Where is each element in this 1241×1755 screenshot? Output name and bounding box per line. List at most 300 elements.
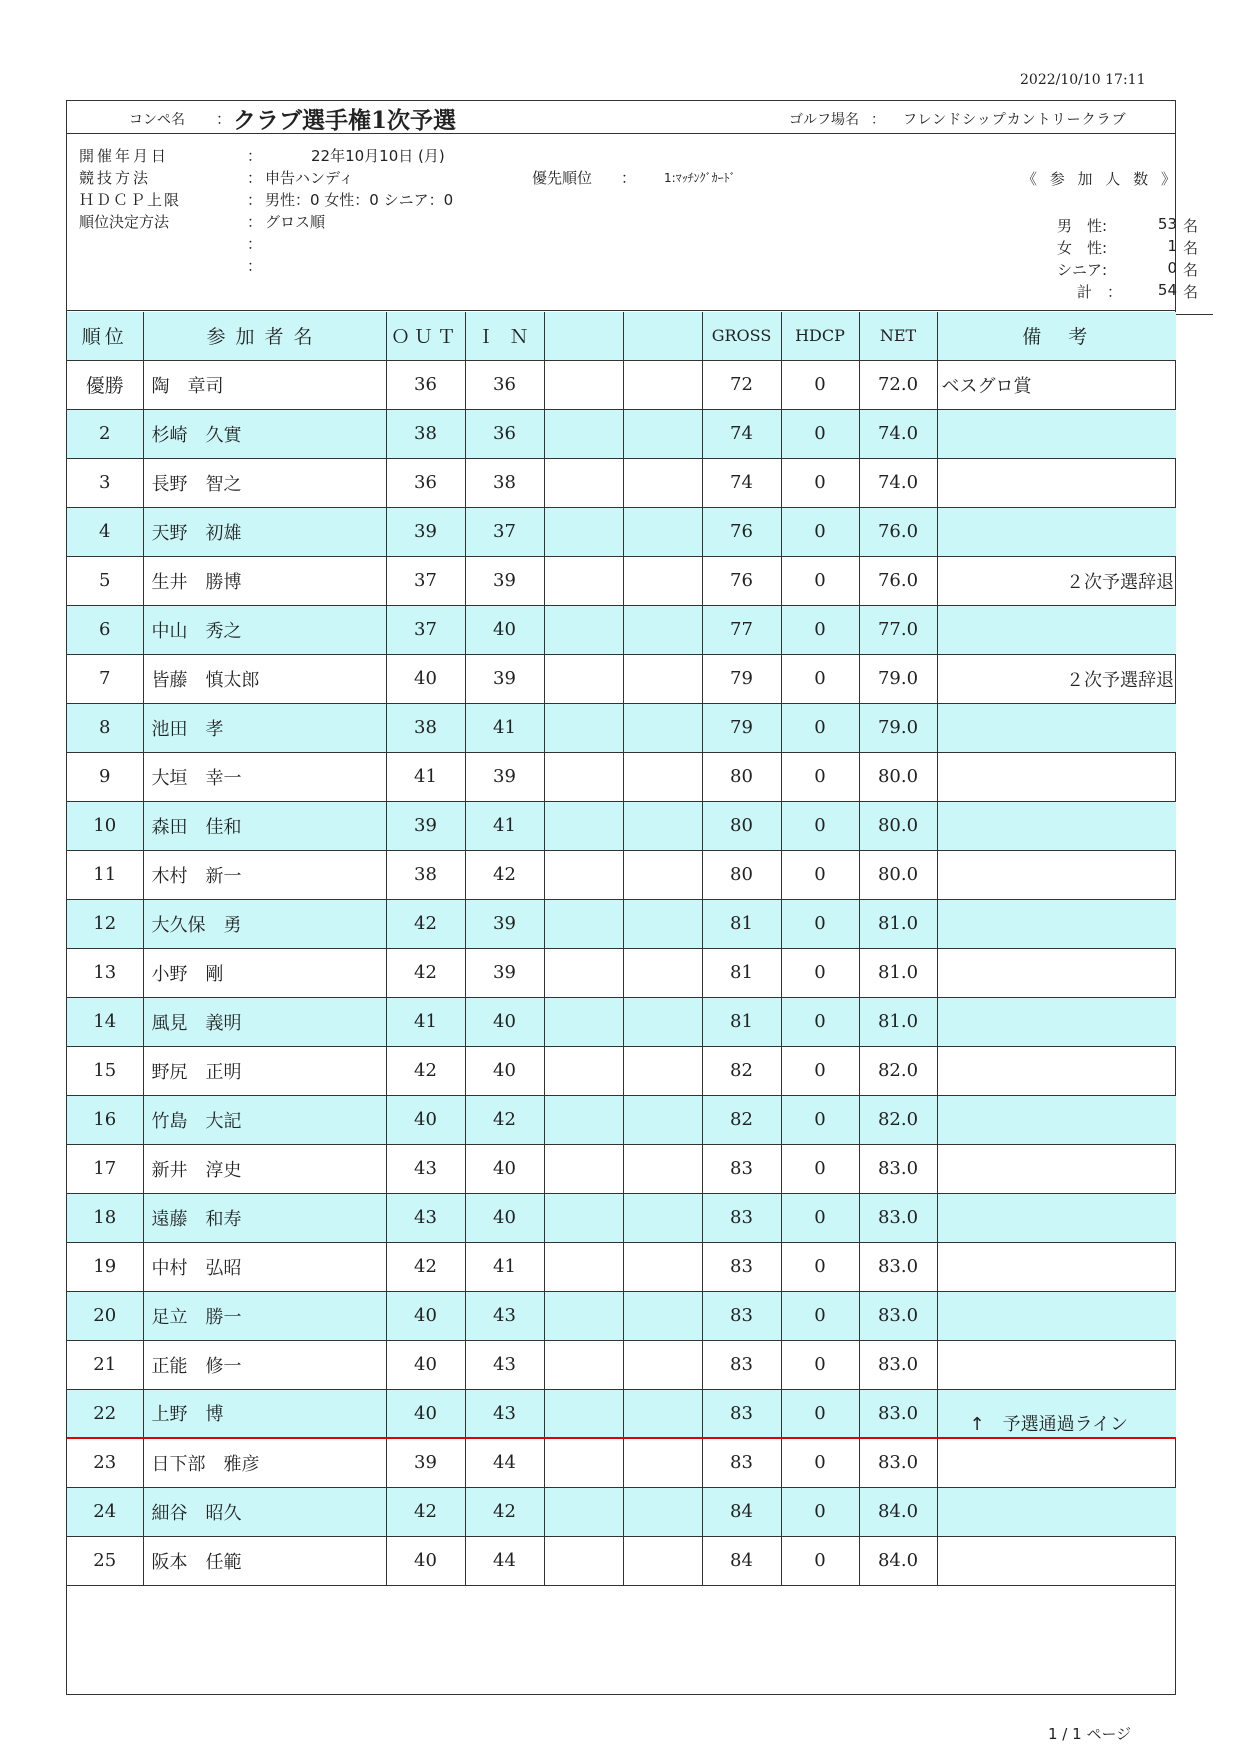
cell-out: 39 xyxy=(386,801,465,850)
cell-name: 上野 博 xyxy=(143,1389,386,1438)
table-row xyxy=(67,1046,1176,1095)
cell-net: 82.0 xyxy=(859,1046,937,1095)
cell-rank: 14 xyxy=(67,997,143,1046)
cell-in: 39 xyxy=(465,899,544,948)
cell-rank: 4 xyxy=(67,507,143,556)
cell-in: 39 xyxy=(465,556,544,605)
cell-hdcp: 0 xyxy=(781,360,859,409)
golf-course-colon: ： xyxy=(871,112,885,128)
cell-blank-2 xyxy=(623,899,702,948)
cell-blank-2 xyxy=(623,997,702,1046)
cell-name: 生井 勝博 xyxy=(143,556,386,605)
cell-in: 42 xyxy=(465,1487,544,1536)
table-row xyxy=(67,360,1176,409)
compe-name-colon: ： xyxy=(216,110,232,128)
total-label: 計 ： xyxy=(1077,283,1123,301)
cell-net: 83.0 xyxy=(859,1438,937,1487)
cell-out: 40 xyxy=(386,654,465,703)
cell-note: ２次予選辞退 xyxy=(937,556,1176,605)
cell-net: 81.0 xyxy=(859,899,937,948)
cell-gross: 82 xyxy=(702,1046,781,1095)
cell-in: 37 xyxy=(465,507,544,556)
info-row-method xyxy=(79,167,799,189)
cell-blank-2 xyxy=(623,1193,702,1242)
blank-colon-2: ： xyxy=(247,257,263,275)
col-header-out: ＯＵＴ xyxy=(386,312,465,360)
cell-note xyxy=(937,1193,1176,1242)
cell-out: 36 xyxy=(386,360,465,409)
cell-net: 81.0 xyxy=(859,948,937,997)
table-row xyxy=(67,556,1176,605)
cell-rank: 優勝 xyxy=(67,360,143,409)
cell-hdcp: 0 xyxy=(781,752,859,801)
cell-hdcp: 0 xyxy=(781,409,859,458)
cell-in: 40 xyxy=(465,1144,544,1193)
cell-out: 38 xyxy=(386,409,465,458)
cell-in: 40 xyxy=(465,1193,544,1242)
col-header-name: 参加者名 xyxy=(143,312,386,360)
cell-net: 79.0 xyxy=(859,654,937,703)
cell-name: 竹島 大記 xyxy=(143,1095,386,1144)
cell-net: 79.0 xyxy=(859,703,937,752)
cell-net: 80.0 xyxy=(859,801,937,850)
cell-gross: 81 xyxy=(702,997,781,1046)
cell-hdcp: 0 xyxy=(781,899,859,948)
cell-note xyxy=(937,409,1176,458)
cell-note: ベスグロ賞 xyxy=(937,360,1176,409)
cell-net: 76.0 xyxy=(859,556,937,605)
hdcp-limit-value: 男性：0 女性：0 シニア：0 xyxy=(265,191,454,209)
cell-out: 37 xyxy=(386,605,465,654)
cell-hdcp: 0 xyxy=(781,948,859,997)
cell-gross: 72 xyxy=(702,360,781,409)
cell-blank-2 xyxy=(623,850,702,899)
cell-blank-2 xyxy=(623,360,702,409)
female-label: 女 性: xyxy=(1057,239,1108,257)
cell-rank: 16 xyxy=(67,1095,143,1144)
cell-name: 皆藤 慎太郎 xyxy=(143,654,386,703)
cell-hdcp: 0 xyxy=(781,850,859,899)
participant-count-title: 《 参 加 人 数 》 xyxy=(1022,170,1180,188)
cell-note xyxy=(937,1291,1176,1340)
cell-note xyxy=(937,801,1176,850)
table-header-row xyxy=(67,312,1176,360)
cell-rank: 10 xyxy=(67,801,143,850)
info-row-blank-2 xyxy=(79,255,799,277)
cell-note xyxy=(937,1536,1176,1585)
table-row xyxy=(67,1144,1176,1193)
method-label: 競技方法 xyxy=(79,169,152,187)
hdcp-limit-label: ＨＤＣＰ上限 xyxy=(79,191,182,209)
title-bar xyxy=(67,101,1175,134)
table-row xyxy=(67,948,1176,997)
cell-gross: 83 xyxy=(702,1242,781,1291)
table-row xyxy=(67,1438,1176,1487)
table-row xyxy=(67,997,1176,1046)
cell-rank: 22 xyxy=(67,1389,143,1438)
cell-blank-1 xyxy=(544,1487,623,1536)
cell-blank-2 xyxy=(623,654,702,703)
order-colon: ： xyxy=(247,213,263,231)
cell-hdcp: 0 xyxy=(781,458,859,507)
senior-unit: 名 xyxy=(1183,261,1199,279)
col-header-blank-1 xyxy=(544,312,623,360)
cell-gross: 82 xyxy=(702,1095,781,1144)
cell-out: 41 xyxy=(386,752,465,801)
cell-gross: 76 xyxy=(702,556,781,605)
cell-name: 中山 秀之 xyxy=(143,605,386,654)
cell-rank: 11 xyxy=(67,850,143,899)
cell-out: 40 xyxy=(386,1340,465,1389)
cell-in: 42 xyxy=(465,850,544,899)
cell-name: 足立 勝一 xyxy=(143,1291,386,1340)
cell-net: 81.0 xyxy=(859,997,937,1046)
cell-hdcp: 0 xyxy=(781,1242,859,1291)
cell-gross: 76 xyxy=(702,507,781,556)
date-colon: ： xyxy=(247,147,263,165)
order-method-value: グロス順 xyxy=(265,213,326,231)
cell-blank-2 xyxy=(623,1340,702,1389)
cell-in: 42 xyxy=(465,1095,544,1144)
cell-blank-1 xyxy=(544,507,623,556)
cell-hdcp: 0 xyxy=(781,801,859,850)
info-row-date xyxy=(79,145,799,167)
cell-note xyxy=(937,1242,1176,1291)
cell-out: 40 xyxy=(386,1389,465,1438)
cell-in: 39 xyxy=(465,654,544,703)
cell-out: 38 xyxy=(386,703,465,752)
cell-name: 陶 章司 xyxy=(143,360,386,409)
cell-name: 長野 智之 xyxy=(143,458,386,507)
cell-blank-2 xyxy=(623,801,702,850)
cell-name: 野尻 正明 xyxy=(143,1046,386,1095)
golf-course-name: フレンドシップカントリークラブ xyxy=(903,112,1127,128)
date-value: 22年10月10日 (月) xyxy=(311,147,445,165)
priority-value: 1:ﾏｯﾁﾝｸﾞｶｰﾄﾞ xyxy=(664,171,736,185)
col-header-rank: 順位 xyxy=(67,312,143,360)
blank-colon-1: ： xyxy=(247,235,263,253)
results-sheet xyxy=(66,100,1199,1695)
cell-gross: 83 xyxy=(702,1438,781,1487)
cell-hdcp: 0 xyxy=(781,1487,859,1536)
cell-blank-1 xyxy=(544,703,623,752)
cell-blank-1 xyxy=(544,801,623,850)
cell-blank-2 xyxy=(623,1487,702,1536)
cell-gross: 80 xyxy=(702,801,781,850)
cell-hdcp: 0 xyxy=(781,703,859,752)
cell-net: 83.0 xyxy=(859,1389,937,1438)
cell-blank-2 xyxy=(623,458,702,507)
cell-name: 正能 修一 xyxy=(143,1340,386,1389)
cell-note xyxy=(937,1046,1176,1095)
cell-net: 83.0 xyxy=(859,1193,937,1242)
cell-blank-1 xyxy=(544,1536,623,1585)
cell-blank-2 xyxy=(623,605,702,654)
cell-rank: 24 xyxy=(67,1487,143,1536)
male-label: 男 性: xyxy=(1057,217,1108,235)
cell-blank-1 xyxy=(544,1438,623,1487)
cell-hdcp: 0 xyxy=(781,556,859,605)
cell-name: 天野 初雄 xyxy=(143,507,386,556)
cell-blank-1 xyxy=(544,752,623,801)
cell-note xyxy=(937,507,1176,556)
cell-rank: 7 xyxy=(67,654,143,703)
cell-name: 細谷 昭久 xyxy=(143,1487,386,1536)
cell-name: 新井 淳史 xyxy=(143,1144,386,1193)
table-row xyxy=(67,801,1176,850)
cell-out: 40 xyxy=(386,1291,465,1340)
cell-in: 44 xyxy=(465,1536,544,1585)
cell-net: 84.0 xyxy=(859,1536,937,1585)
table-row xyxy=(67,1536,1176,1585)
print-timestamp: 2022/10/10 17:11 xyxy=(1020,72,1146,88)
cell-note xyxy=(937,850,1176,899)
cell-blank-2 xyxy=(623,507,702,556)
cell-out: 40 xyxy=(386,1095,465,1144)
cell-blank-1 xyxy=(544,605,623,654)
table-row xyxy=(67,1242,1176,1291)
cell-blank-2 xyxy=(623,1291,702,1340)
date-label: 開催年月日 xyxy=(79,147,170,165)
cell-rank: 20 xyxy=(67,1291,143,1340)
cell-net: 72.0 xyxy=(859,360,937,409)
table-empty-area xyxy=(67,1585,1176,1682)
cell-out: 42 xyxy=(386,899,465,948)
cell-in: 36 xyxy=(465,360,544,409)
table-row xyxy=(67,1487,1176,1536)
female-unit: 名 xyxy=(1183,239,1199,257)
cell-name: 森田 佳和 xyxy=(143,801,386,850)
cell-name: 阪本 任範 xyxy=(143,1536,386,1585)
cell-note xyxy=(937,899,1176,948)
cell-blank-1 xyxy=(544,360,623,409)
cell-net: 83.0 xyxy=(859,1144,937,1193)
cell-name: 杉崎 久實 xyxy=(143,409,386,458)
cell-hdcp: 0 xyxy=(781,1389,859,1438)
cell-blank-1 xyxy=(544,997,623,1046)
cell-blank-2 xyxy=(623,1144,702,1193)
table-row xyxy=(67,1340,1176,1389)
info-row-blank-1 xyxy=(79,233,799,255)
cell-blank-1 xyxy=(544,1242,623,1291)
golf-course-label: ゴルフ場名 xyxy=(789,112,859,128)
cell-note xyxy=(937,997,1176,1046)
cell-rank: 3 xyxy=(67,458,143,507)
cell-blank-1 xyxy=(544,556,623,605)
table-row xyxy=(67,409,1176,458)
table-row xyxy=(67,654,1176,703)
cell-in: 38 xyxy=(465,458,544,507)
total-count: 54 xyxy=(1157,281,1177,299)
cell-note xyxy=(937,1095,1176,1144)
table-row xyxy=(67,752,1176,801)
cell-note xyxy=(937,1340,1176,1389)
cell-net: 76.0 xyxy=(859,507,937,556)
cell-out: 37 xyxy=(386,556,465,605)
female-count: 1 xyxy=(1167,237,1177,255)
cell-name: 風見 義明 xyxy=(143,997,386,1046)
cell-name: 池田 孝 xyxy=(143,703,386,752)
male-unit: 名 xyxy=(1183,217,1199,235)
cell-blank-1 xyxy=(544,1046,623,1095)
cell-rank: 23 xyxy=(67,1438,143,1487)
table-row xyxy=(67,605,1176,654)
cell-out: 41 xyxy=(386,997,465,1046)
cell-out: 42 xyxy=(386,1046,465,1095)
cell-name: 日下部 雅彦 xyxy=(143,1438,386,1487)
cell-blank-1 xyxy=(544,850,623,899)
cell-gross: 83 xyxy=(702,1389,781,1438)
cell-note: ↑ 予選通過ライン xyxy=(937,1389,1176,1438)
cell-out: 42 xyxy=(386,1242,465,1291)
cell-blank-1 xyxy=(544,409,623,458)
cell-out: 40 xyxy=(386,1536,465,1585)
cell-rank: 18 xyxy=(67,1193,143,1242)
hdcp-colon: ： xyxy=(247,191,263,209)
cell-blank-1 xyxy=(544,654,623,703)
cell-blank-1 xyxy=(544,1193,623,1242)
cell-blank-2 xyxy=(623,752,702,801)
cell-rank: 25 xyxy=(67,1536,143,1585)
compe-title: クラブ選手権1次予選 xyxy=(233,107,457,134)
cell-net: 83.0 xyxy=(859,1291,937,1340)
competition-info xyxy=(67,135,1199,311)
cell-gross: 84 xyxy=(702,1487,781,1536)
cell-note xyxy=(937,752,1176,801)
cell-rank: 21 xyxy=(67,1340,143,1389)
cell-rank: 5 xyxy=(67,556,143,605)
cell-in: 43 xyxy=(465,1291,544,1340)
col-header-gross: GROSS xyxy=(702,312,781,360)
cell-in: 41 xyxy=(465,801,544,850)
col-header-hdcp: HDCP xyxy=(781,312,859,360)
cell-out: 42 xyxy=(386,1487,465,1536)
table-row xyxy=(67,1389,1176,1438)
count-female xyxy=(1057,237,1199,259)
cell-blank-2 xyxy=(623,948,702,997)
cell-blank-1 xyxy=(544,948,623,997)
cell-out: 39 xyxy=(386,1438,465,1487)
cell-note: ２次予選辞退 xyxy=(937,654,1176,703)
cell-blank-2 xyxy=(623,1389,702,1438)
cell-rank: 2 xyxy=(67,409,143,458)
cell-net: 82.0 xyxy=(859,1095,937,1144)
cell-note xyxy=(937,1438,1176,1487)
cell-rank: 12 xyxy=(67,899,143,948)
cell-note xyxy=(937,703,1176,752)
table-row xyxy=(67,1291,1176,1340)
cell-name: 大垣 幸一 xyxy=(143,752,386,801)
senior-label: シニア: xyxy=(1057,261,1108,279)
cell-gross: 79 xyxy=(702,703,781,752)
cell-hdcp: 0 xyxy=(781,605,859,654)
cell-rank: 9 xyxy=(67,752,143,801)
method-colon: ： xyxy=(247,169,263,187)
cell-gross: 83 xyxy=(702,1193,781,1242)
cell-note xyxy=(937,948,1176,997)
results-table xyxy=(67,312,1176,1682)
cell-in: 40 xyxy=(465,1046,544,1095)
cell-rank: 8 xyxy=(67,703,143,752)
compe-name-label: コンペ名 xyxy=(129,112,185,128)
cell-hdcp: 0 xyxy=(781,1144,859,1193)
cell-note xyxy=(937,1487,1176,1536)
cell-name: 木村 新一 xyxy=(143,850,386,899)
cell-gross: 81 xyxy=(702,948,781,997)
cell-blank-1 xyxy=(544,1144,623,1193)
cell-gross: 81 xyxy=(702,899,781,948)
cell-blank-2 xyxy=(623,556,702,605)
cell-in: 41 xyxy=(465,703,544,752)
cell-net: 80.0 xyxy=(859,752,937,801)
col-header-net: NET xyxy=(859,312,937,360)
cell-blank-2 xyxy=(623,1536,702,1585)
cell-blank-2 xyxy=(623,1242,702,1291)
senior-count: 0 xyxy=(1167,259,1177,277)
cell-note xyxy=(937,605,1176,654)
cell-out: 42 xyxy=(386,948,465,997)
cell-blank-2 xyxy=(623,409,702,458)
cell-blank-2 xyxy=(623,1095,702,1144)
cell-hdcp: 0 xyxy=(781,654,859,703)
table-row xyxy=(67,1193,1176,1242)
cell-hdcp: 0 xyxy=(781,997,859,1046)
table-row xyxy=(67,899,1176,948)
cell-hdcp: 0 xyxy=(781,1193,859,1242)
col-header-note: 備 考 xyxy=(937,312,1176,360)
cell-name: 遠藤 和寿 xyxy=(143,1193,386,1242)
count-male xyxy=(1057,215,1199,237)
cell-gross: 80 xyxy=(702,850,781,899)
cell-out: 43 xyxy=(386,1193,465,1242)
count-senior xyxy=(1057,259,1199,281)
priority-colon: ： xyxy=(621,169,637,187)
cell-in: 43 xyxy=(465,1340,544,1389)
cell-in: 41 xyxy=(465,1242,544,1291)
info-row-order xyxy=(79,211,799,233)
cell-gross: 83 xyxy=(702,1144,781,1193)
cell-in: 39 xyxy=(465,752,544,801)
cell-gross: 80 xyxy=(702,752,781,801)
cell-rank: 6 xyxy=(67,605,143,654)
cell-gross: 79 xyxy=(702,654,781,703)
cell-blank-1 xyxy=(544,1095,623,1144)
cell-blank-1 xyxy=(544,1291,623,1340)
cell-rank: 13 xyxy=(67,948,143,997)
priority-label: 優先順位 xyxy=(532,169,593,187)
cell-gross: 74 xyxy=(702,409,781,458)
cell-rank: 19 xyxy=(67,1242,143,1291)
cell-gross: 77 xyxy=(702,605,781,654)
cell-hdcp: 0 xyxy=(781,507,859,556)
cell-net: 74.0 xyxy=(859,458,937,507)
table-row xyxy=(67,507,1176,556)
cell-out: 39 xyxy=(386,507,465,556)
page-number: 1 / 1 ページ xyxy=(1048,1725,1132,1743)
cell-blank-2 xyxy=(623,703,702,752)
cell-in: 43 xyxy=(465,1389,544,1438)
empty-cell xyxy=(67,1585,1176,1682)
cell-hdcp: 0 xyxy=(781,1046,859,1095)
cell-net: 77.0 xyxy=(859,605,937,654)
cell-hdcp: 0 xyxy=(781,1536,859,1585)
cell-in: 36 xyxy=(465,409,544,458)
col-header-blank-2 xyxy=(623,312,702,360)
cell-net: 80.0 xyxy=(859,850,937,899)
cell-net: 74.0 xyxy=(859,409,937,458)
cell-blank-2 xyxy=(623,1046,702,1095)
cell-gross: 84 xyxy=(702,1536,781,1585)
